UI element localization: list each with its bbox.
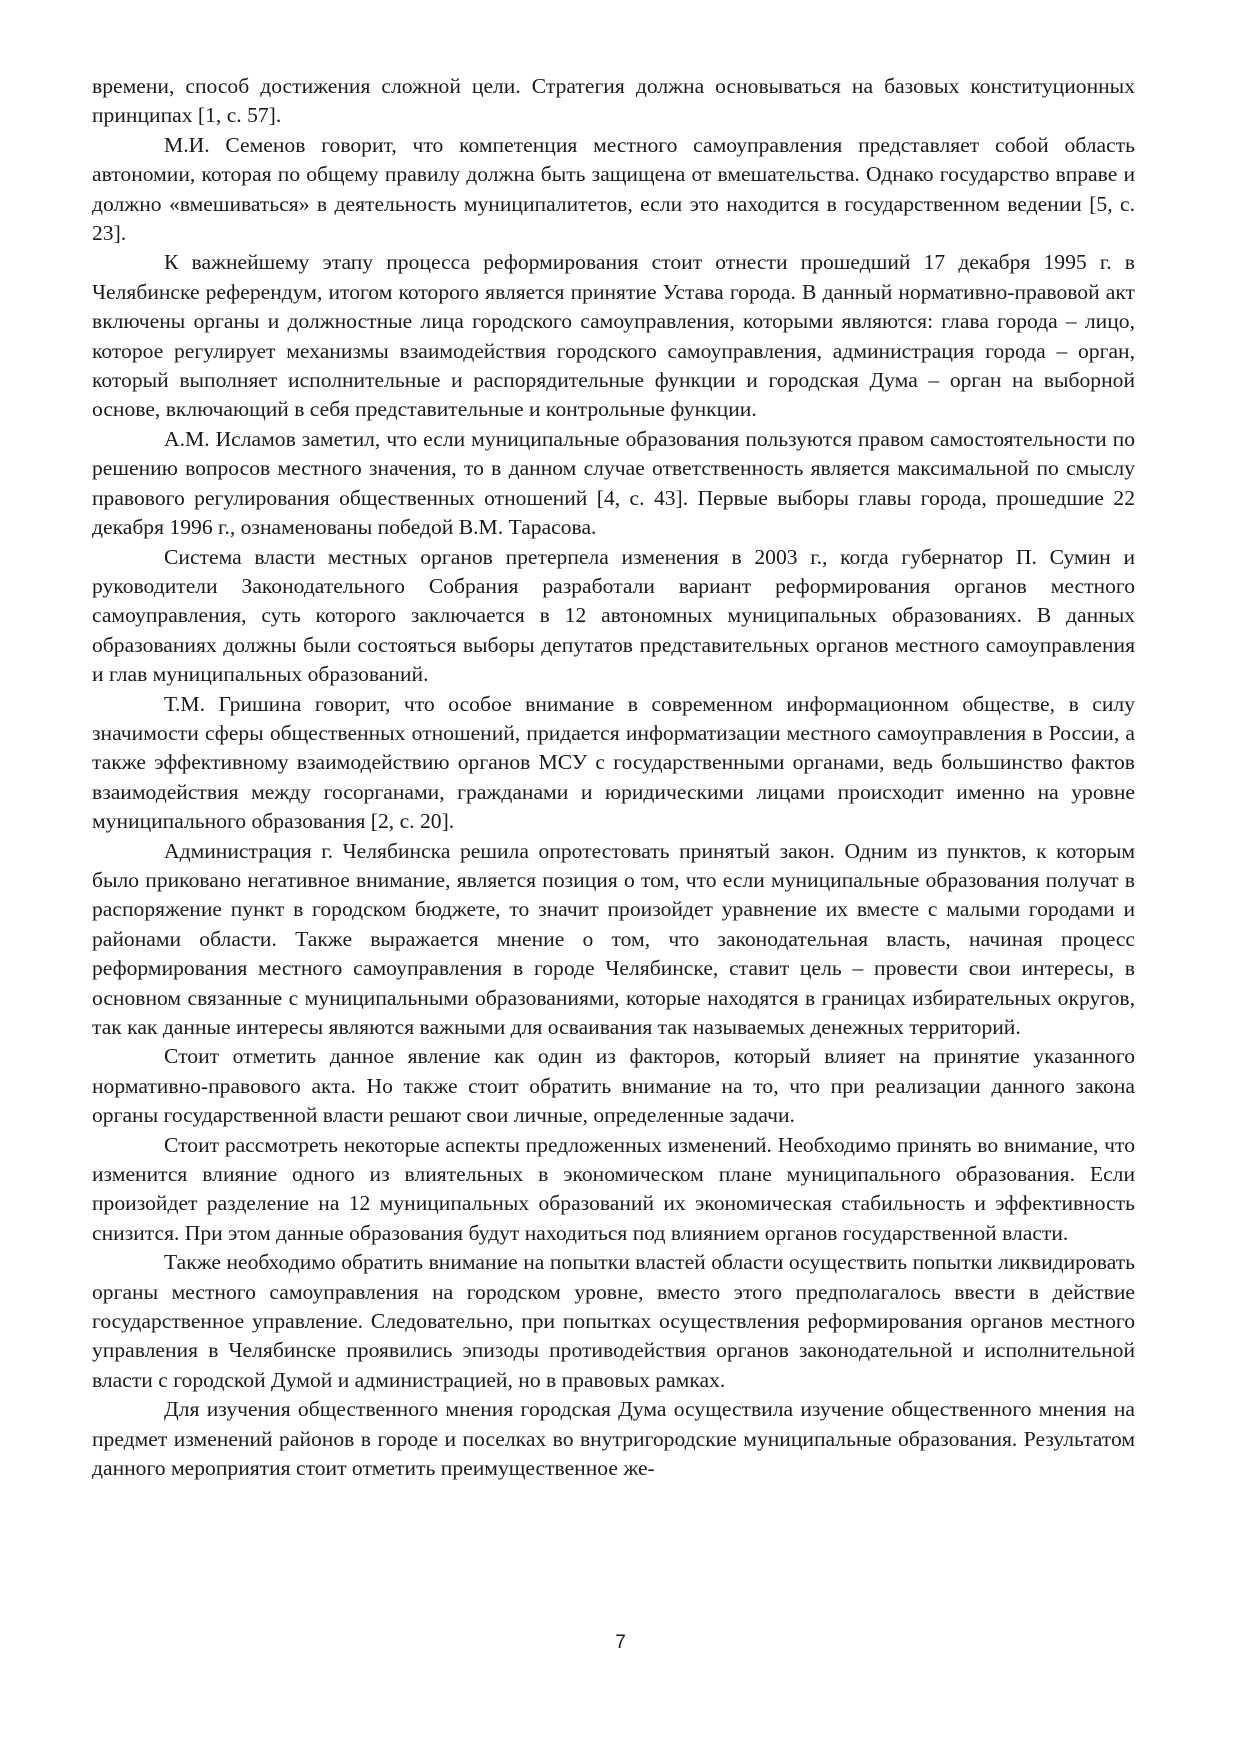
paragraph: времени, способ достижения сложной цели. Стратегия должна основываться на базовых конституционных принципах [1, с. 57]. xyxy=(92,74,1135,128)
paragraph: Система власти местных органов претерпела изменения в 2003 г., когда губернатор П. Сумин и руководители Законодательного Собрания разработали вариант реформирования органов местного самоуправления, суть которого заключается в 12 автономных муниципальных образованиях. В данных образованиях должны были состояться выборы депутатов представительных органов местного самоуправления и глав муниципальных образований. xyxy=(92,544,1135,687)
document-page xyxy=(92,72,1135,1484)
paragraph: Стоит отметить данное явление как один из факторов, который влияет на принятие указанного нормативно-правового акта. Но также стоит обратить внимание на то, что при реализации данного закона органы государственной власти решают свои личные, определенные задачи. xyxy=(92,1044,1135,1128)
paragraph: М.И. Семенов говорит, что компетенция местного самоуправления представляет собой область автономии, которая по общему правилу должна быть защищена от вмешательства. Однако государство вправе и должно «вмешиваться» в деятельность муниципалитетов, если это находится в государственном ведении [5, с. 23]. xyxy=(92,132,1135,246)
paragraph: Т.М. Гришина говорит, что особое внимание в современном информационном обществе, в силу значимости сферы общественных отношений, придается информатизации местного самоуправления в России, а также эффективному взаимодействию органов МСУ с государственными органами, ведь большинство фактов взаимодействия между госорганами, гражданами и юридическими лицами происходит именно на уровне муниципального образования [2, с. 20]. xyxy=(92,691,1135,834)
paragraph: Администрация г. Челябинска решила опротестовать принятый закон. Одним из пунктов, к которым было приковано негативное внимание, является позиция о том, что если муниципальные образования получат в распоряжение пункт в городском бюджете, то значит произойдет уравнение их вместе с малыми городами и районами области. Также выражается мнение о том, что законодательная власть, начиная процесс реформирования местного самоуправления в городе Челябинске, ставит цель – провести свои интересы, в основном связанные с муниципальными образованиями, которые находятся в границах избирательных округов, так как данные интересы являются важными для осваивания так называемых денежных территорий. xyxy=(92,838,1135,1039)
paragraph: А.М. Исламов заметил, что если муниципальные образования пользуются правом самостоятельности по решению вопросов местного значения, то в данном случае ответственность является максимальной по смыслу правового регулирования общественных отношений [4, с. 43]. Первые выборы главы города, прошедшие 22 декабря 1996 г., ознаменованы победой В.М. Тарасова. xyxy=(92,426,1135,540)
paragraph: К важнейшему этапу процесса реформирования стоит отнести прошедший 17 декабря 1995 г. в Челябинске референдум, итогом которого является принятие Устава города. В данный нормативно-правовой акт включены органы и должностные лица городского самоуправления, которыми являются: глава города – лицо, которое регулирует механизмы взаимодействия городского самоуправления, администрация города – орган, который выполняет исполнительные и распорядительные функции и городская Дума – орган на выборной основе, включающий в себя представительные и контрольные функции. xyxy=(92,250,1135,422)
paragraph: Стоит рассмотреть некоторые аспекты предложенных изменений. Необходимо принять во внимание, что изменится влияние одного из влиятельных в экономическом плане муниципального образования. Если произойдет разделение на 12 муниципальных образований их экономическая стабильность и эффективность снизится. При этом данные образования будут находиться под влиянием органов государственной власти. xyxy=(92,1132,1135,1245)
page-number: 7 xyxy=(615,1632,626,1653)
paragraph: Для изучения общественного мнения городская Дума осуществила изучение общественного мнения на предмет изменений районов в городе и поселках во внутригородские муниципальные образования. Результатом данного мероприятия стоит отметить преимущественное же- xyxy=(92,1397,1135,1481)
paragraph: Также необходимо обратить внимание на попытки властей области осуществить попытки ликвидировать органы местного самоуправления на городском уровне, вместо этого предполагалось ввести в действие государственное управление. Следовательно, при попытках осуществления реформирования органов местного управления в Челябинске проявились эпизоды противодействия органов законодательной и исполнительной власти с городской Думой и администрацией, но в правовых рамках. xyxy=(92,1250,1135,1392)
